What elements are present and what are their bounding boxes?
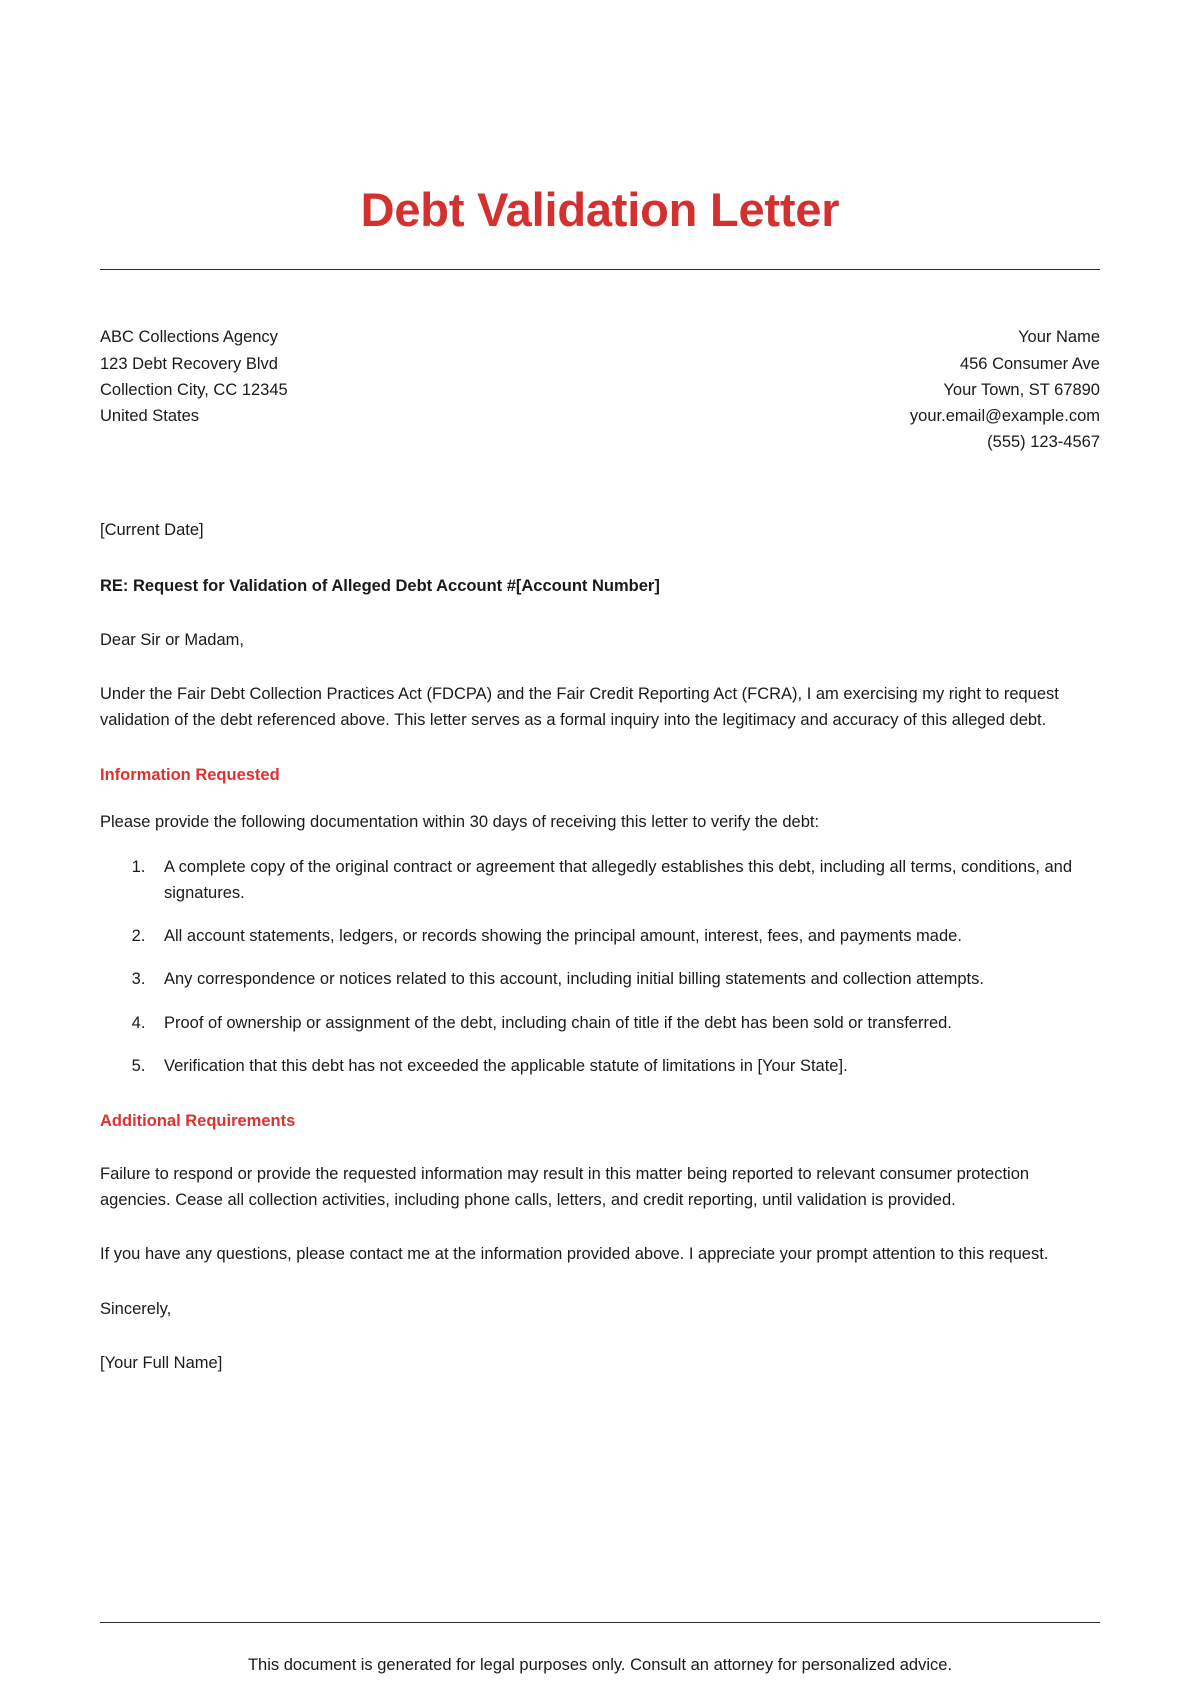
section-heading-information-requested: Information Requested — [100, 766, 280, 785]
recipient-address-line: Collection City, CC 12345 — [100, 380, 288, 399]
signature-name: [Your Full Name] — [100, 1353, 223, 1372]
subject-line: RE: Request for Validation of Alleged Debt Account #[Account Number] — [100, 576, 660, 595]
list-item: 4. Proof of ownership or assignment of the debt, including chain of title if the debt has been sold or transferred. — [150, 1010, 1100, 1036]
opening-paragraph: Under the Fair Debt Collection Practices Act (FDCPA) and the Fair Credit Reporting Act (FCRA), I am exercising my right to request validation of the debt referenced above. This letter serves as a formal inquiry into the legitimacy and accuracy of this alleged debt. — [100, 685, 1059, 730]
list-item: 5. Verification that this debt has not exceeded the applicable statute of limitations in [Your State]. — [150, 1053, 1100, 1079]
list-item: 3. Any correspondence or notices related to this account, including initial billing statements and collection attempts. — [150, 966, 1100, 992]
letter-body — [100, 517, 1100, 1375]
address-row — [100, 324, 1100, 455]
contact-paragraph: If you have any questions, please contact me at the information provided above. I appreciate your prompt attention to this request. — [100, 1245, 1049, 1264]
sender-city-state-zip: Your Town, ST 67890 — [943, 380, 1100, 399]
requested-documents-list — [100, 836, 1100, 1079]
additional-requirements-paragraph: Failure to respond or provide the requested information may result in this matter being reported to relevant consumer protection agencies. Cease all collection activities, including phone calls, letters, and credit reporting, until validation is provided. — [100, 1164, 1030, 1210]
list-item: 2. All account statements, ledgers, or records showing the principal amount, interest, fees, and payments made. — [150, 923, 1100, 949]
sender-street: 456 Consumer Ave — [959, 354, 1100, 373]
footer-disclaimer: This document is generated for legal purposes only. Consult an attorney for personalized advice. — [247, 1656, 953, 1674]
list-item: 1. A complete copy of the original contract or agreement that allegedly establishes this debt, including all terms, conditions, and signatures. — [150, 854, 1100, 906]
list-intro-text: Please provide the following documentation within 30 days of receiving this letter to verify the debt: — [100, 813, 820, 832]
sender-phone: (555) 123-4567 — [987, 433, 1100, 452]
sender-name: Your Name — [1018, 328, 1100, 347]
page-title: Debt Validation Letter — [360, 183, 840, 236]
title-divider — [100, 269, 1100, 270]
page-spacer — [100, 1376, 1100, 1622]
closing-salutation: Sincerely, — [100, 1299, 172, 1318]
recipient-address-line: 123 Debt Recovery Blvd — [100, 354, 278, 373]
recipient-address-block — [100, 324, 288, 429]
sender-address-block — [910, 324, 1100, 455]
letter-date: [Current Date] — [100, 521, 204, 540]
sender-email: your.email@example.com — [909, 407, 1100, 426]
section-heading-additional-requirements: Additional Requirements — [100, 1111, 296, 1130]
recipient-address-line: United States — [100, 407, 200, 426]
salutation: Dear Sir or Madam, — [100, 630, 244, 649]
recipient-address-line: ABC Collections Agency — [100, 328, 278, 347]
